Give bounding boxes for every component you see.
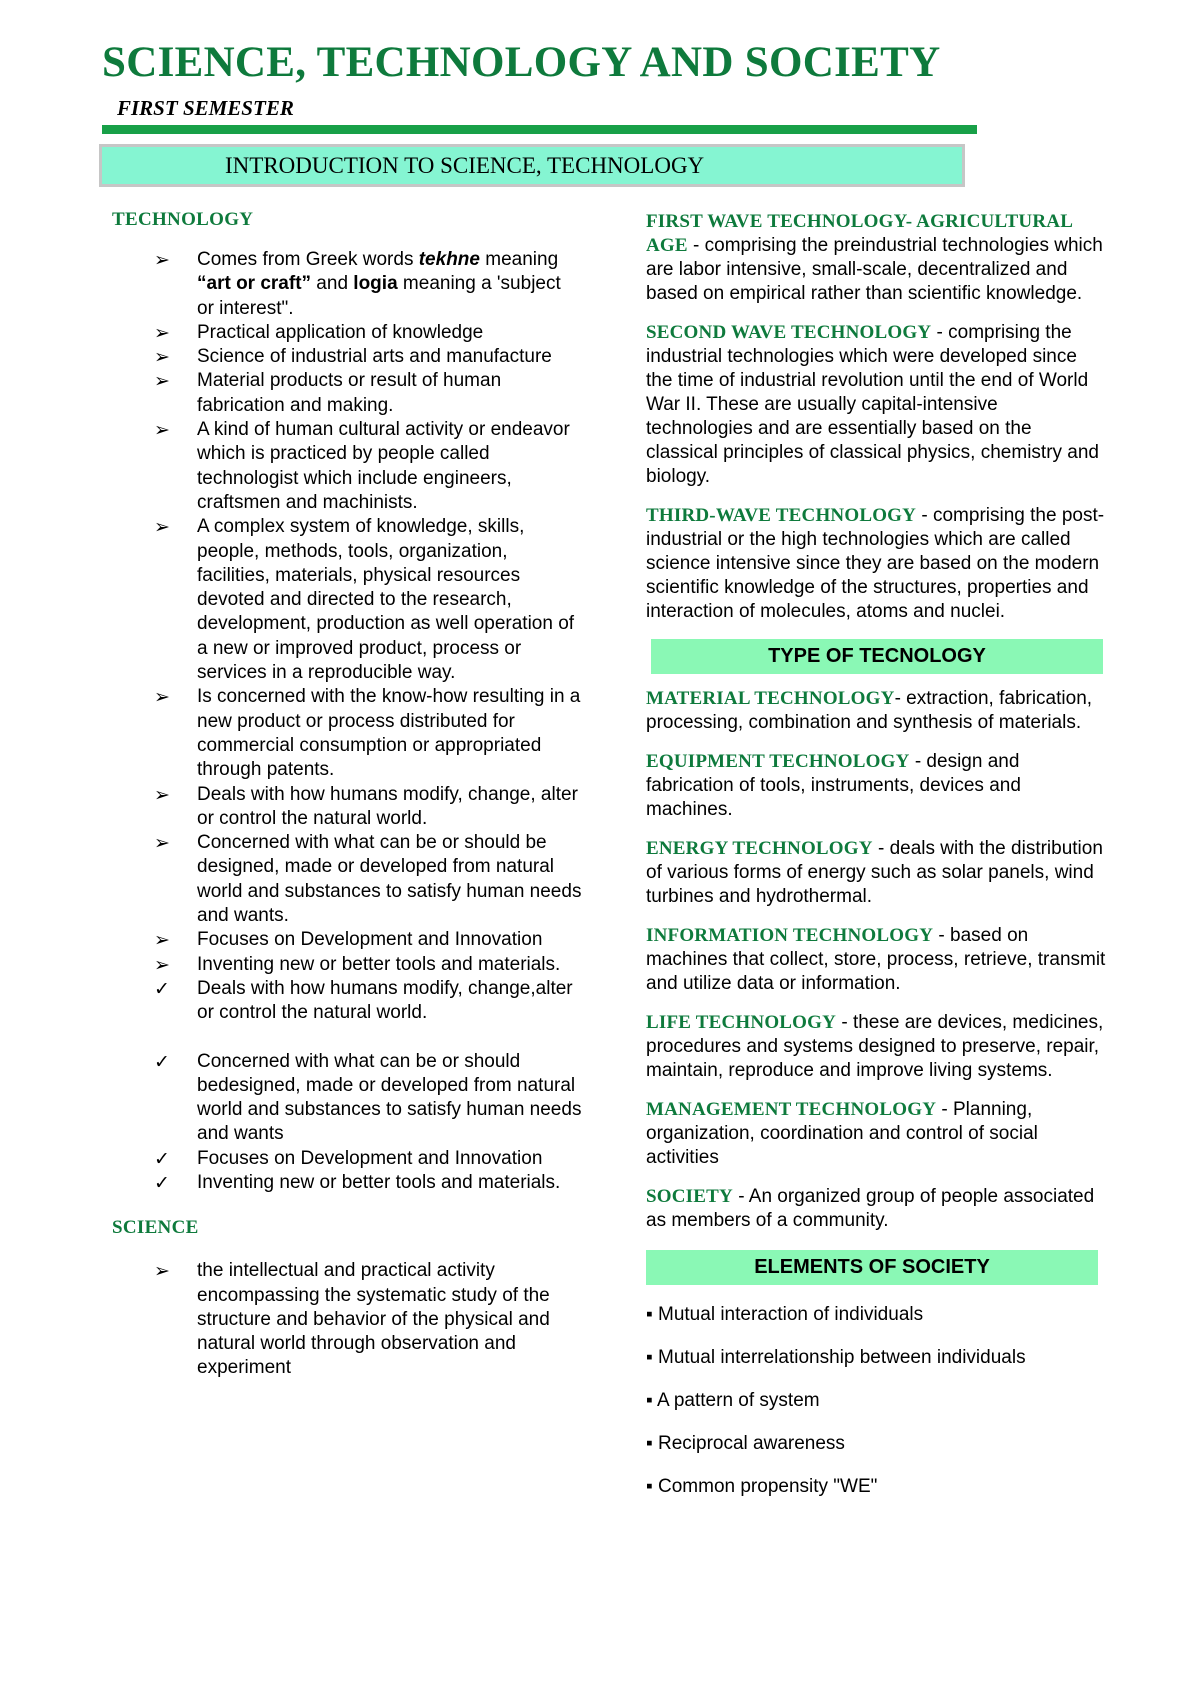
wave-paragraph — [646, 504, 1106, 624]
item-text: meaning a 'subject or interest". — [197, 273, 561, 319]
document-title: SCIENCE, TECHNOLOGY AND SOCIETY — [102, 39, 941, 86]
item-text: Material products or result of human fabrication and making. — [197, 370, 502, 416]
arrow-bullet-icon: ➢ — [154, 370, 170, 393]
element-item: ▪ Reciprocal awareness — [646, 1433, 845, 1454]
society-paragraph — [646, 1185, 1106, 1233]
item-text: Inventing new or better tools and materials. — [197, 1171, 561, 1193]
item-text: meaning — [479, 249, 559, 270]
wave-paragraph — [646, 321, 1106, 489]
item-text: A kind of human cultural activity or endeavor which is practiced by people called technologist which include engineers, craftsmen and machinists. — [197, 419, 570, 513]
list-item — [112, 1147, 582, 1171]
type-definition: - these are devices, medicines, procedures and systems designed to preserve, repair, maintain, reproduce and improve living systems. — [646, 1012, 1104, 1081]
type-definition: - extraction, fabrication, processing, combination and synthesis of materials. — [646, 688, 1093, 733]
type-paragraph — [646, 837, 1106, 909]
type-term: LIFE TECHNOLOGY — [646, 1012, 837, 1033]
arrow-bullet-icon: ➢ — [154, 249, 170, 271]
arrow-bullet-icon: ➢ — [154, 1260, 170, 1283]
list-item — [112, 783, 582, 832]
semester-subtitle: FIRST SEMESTER — [117, 96, 294, 120]
list-item — [112, 977, 582, 1026]
arrow-bullet-icon: ➢ — [154, 832, 170, 855]
element-item: ▪ Common propensity "WE" — [646, 1476, 878, 1497]
item-text: the intellectual and practical activity encompassing the systematic study of the structure and behavior of the physical and natural world through observation and experiment — [197, 1260, 550, 1379]
element-item: ▪ Mutual interaction of individuals — [646, 1304, 924, 1325]
list-item — [112, 418, 582, 515]
item-text: Focuses on Development and Innovation — [197, 929, 543, 951]
item-text: Focuses on Development and Innovation — [197, 1147, 543, 1169]
science-list — [112, 1259, 582, 1380]
list-item — [112, 1259, 582, 1380]
type-paragraph — [646, 1098, 1106, 1170]
list-item — [112, 928, 582, 952]
list-item — [112, 321, 582, 345]
list-item — [112, 515, 582, 685]
arrow-bullet-icon: ➢ — [154, 419, 170, 442]
item-text: Practical application of knowledge — [197, 321, 484, 343]
arrow-bullet-icon: ➢ — [154, 783, 170, 806]
arrow-bullet-icon: ➢ — [154, 321, 170, 344]
type-term: INFORMATION TECHNOLOGY — [646, 925, 934, 946]
list-item — [112, 248, 582, 321]
term-art-or-craft: “art or craft” — [197, 273, 312, 295]
technology-heading: TECHNOLOGY — [112, 209, 254, 230]
list-item — [112, 1050, 582, 1147]
element-item: ▪ A pattern of system — [646, 1390, 820, 1411]
type-term: MATERIAL TECHNOLOGY — [646, 688, 895, 709]
arrow-bullet-icon: ➢ — [154, 516, 170, 539]
item-text: Comes from Greek words — [197, 249, 419, 270]
right-column — [646, 210, 1106, 1518]
wave-definition: - comprising the preindustrial technologies which are labor intensive, small-scale, decentralized and based on empirical rather than scientific knowledge. — [646, 235, 1103, 304]
type-definition: - based on machines that collect, store, process, retrieve, transmit and utilize data or information. — [646, 925, 1106, 994]
list-item — [112, 369, 582, 418]
type-paragraph — [646, 687, 1106, 735]
type-term: MANAGEMENT TECHNOLOGY — [646, 1099, 937, 1120]
science-heading: SCIENCE — [112, 1217, 199, 1239]
arrow-bullet-icon: ➢ — [154, 929, 170, 952]
society-definition: - An organized group of people associated as members of a community. — [646, 1186, 1095, 1231]
section-banner: INTRODUCTION TO SCIENCE, TECHNOLOGY — [99, 144, 965, 187]
element-item: ▪ Mutual interrelationship between individuals — [646, 1347, 1026, 1368]
wave-term: SECOND WAVE TECHNOLOGY — [646, 322, 932, 343]
check-bullet-icon: ✓ — [154, 977, 170, 1000]
check-bullet-icon: ✓ — [154, 1050, 170, 1073]
item-text: Concerned with what can be or should bedesigned, made or developed from natural world and substances to satisfy human needs and wants — [197, 1050, 582, 1145]
arrow-bullet-icon: ➢ — [154, 953, 170, 976]
type-definition: - Planning, organization, coordination and control of social activities — [646, 1099, 1038, 1168]
technology-list — [112, 248, 582, 1195]
header-rule — [102, 125, 977, 134]
term-logia: logia — [353, 273, 398, 295]
type-term: ENERGY TECHNOLOGY — [646, 838, 873, 859]
item-text: Concerned with what can be or should be designed, made or developed from natural world and substances to satisfy human needs and wants. — [197, 832, 582, 927]
list-item — [112, 831, 582, 928]
check-bullet-icon: ✓ — [154, 1171, 170, 1194]
term-tekhne: tekhne — [418, 249, 480, 270]
wave-term: THIRD-WAVE TECHNOLOGY — [646, 505, 917, 526]
check-bullet-icon: ✓ — [154, 1147, 170, 1170]
item-text: Deals with how humans modify, change,alter or control the natural world. — [197, 977, 573, 1024]
list-item — [112, 685, 582, 782]
society-term: SOCIETY — [646, 1186, 733, 1207]
type-definition: - design and fabrication of tools, instruments, devices and machines. — [646, 751, 1021, 820]
type-term: EQUIPMENT TECHNOLOGY — [646, 751, 910, 772]
list-item — [112, 953, 582, 977]
left-column — [112, 209, 582, 1381]
wave-term: FIRST WAVE TECHNOLOGY- AGRICULTURAL AGE — [646, 211, 1073, 256]
type-paragraph — [646, 924, 1106, 996]
arrow-bullet-icon: ➢ — [154, 686, 170, 709]
item-text: and — [311, 273, 354, 295]
elements-heading-band: ELEMENTS OF SOCIETY — [646, 1250, 1098, 1285]
type-paragraph — [646, 1011, 1106, 1083]
item-text: Inventing new or better tools and materials. — [197, 953, 561, 975]
list-item — [112, 1171, 582, 1195]
wave-definition: - comprising the industrial technologies which were developed since the time of industrial revolution until the end of World War II. These are usually capital-intensive technologies and are essentially based on the classical principles of classical physics, chemistry and biology. — [646, 322, 1099, 487]
item-text: A complex system of knowledge, skills, people, methods, tools, organization, facilities, materials, physical resources devoted and directed to the research, development, production as well operation of a new or improved product, process or services in a reproducible way. — [197, 516, 575, 684]
type-paragraph — [646, 750, 1106, 822]
arrow-bullet-icon: ➢ — [154, 346, 170, 369]
item-text: Is concerned with the know-how resulting in a new product or process distributed for commercial consumption or appropriated through patents. — [197, 686, 581, 781]
type-definition: - deals with the distribution of various forms of energy such as solar panels, wind turbines and hydrothermal. — [646, 838, 1103, 907]
wave-paragraph — [646, 210, 1106, 306]
types-heading-band: TYPE OF TECNOLOGY — [651, 639, 1103, 674]
item-text: Science of industrial arts and manufacture — [197, 346, 552, 368]
list-item — [112, 345, 582, 369]
item-text: Deals with how humans modify, change, alter or control the natural world. — [197, 783, 578, 829]
wave-definition: - comprising the post-industrial or the high technologies which are called science intensive since they are based on the modern scientific knowledge of the structures, properties and interaction of molecules, atoms and nuclei. — [646, 505, 1105, 622]
